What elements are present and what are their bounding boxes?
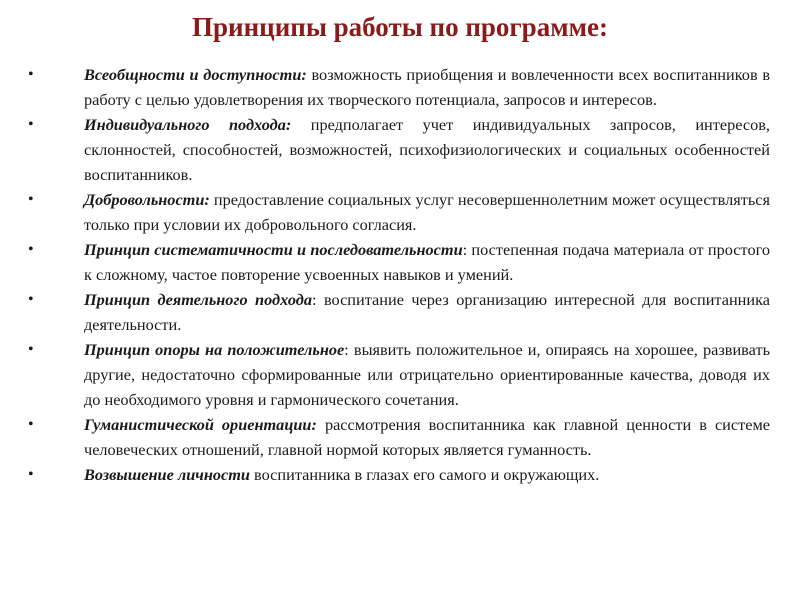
bullet-icon: • — [28, 116, 34, 133]
slide-title: Принципы работы по программе: — [192, 12, 608, 42]
principle-item — [28, 462, 770, 487]
principle-item — [28, 412, 770, 462]
principle-item — [28, 237, 770, 287]
principle-term: Гуманистической ориентации: — [84, 415, 317, 434]
principle-text: воспитанника в глазах его самого и окружающих. — [249, 465, 600, 484]
principle-text: предоставление социальных услуг несовершеннолетним может осуществляться только при условии их добровольного согласия. — [84, 190, 770, 234]
principle-item — [28, 337, 770, 412]
principle-item — [28, 187, 770, 237]
principle-text: рассмотрения воспитанника как главной ценности в системе человеческих отношений, главной нормой которых является гуманность. — [84, 415, 770, 459]
principle-text: : постепенная подача материала от простого к сложному, частое повторение усвоенных навыков и умений. — [84, 240, 770, 284]
bullet-icon: • — [28, 416, 34, 433]
bullet-icon: • — [28, 241, 34, 258]
principle-term: Всеобщности и доступности: — [84, 65, 307, 84]
principle-term: Принцип деятельного подхода — [84, 290, 312, 309]
principle-term: Возвышение личности — [84, 465, 250, 484]
principle-term: Принцип опоры на положительное — [84, 340, 345, 359]
principle-item — [28, 62, 770, 112]
bullet-icon: • — [28, 466, 34, 483]
principle-text: : воспитание через организацию интересной для воспитанника деятельности. — [84, 290, 770, 334]
principle-text: : выявить положительное и, опираясь на хорошее, развивать другие, недостаточно сформированные или отрицательно ориентированные качества, доводя их до необходимого уровня и гармонического сочетания. — [84, 340, 770, 409]
bullet-icon: • — [28, 291, 34, 308]
bullet-icon: • — [28, 341, 34, 358]
principle-term: Добровольности: — [84, 190, 210, 209]
bullet-icon: • — [28, 66, 34, 83]
principle-text: возможность приобщения и вовлеченности всех воспитанников в работу с целью удовлетворения их творческого потенциала, запросов и интересов. — [84, 65, 771, 109]
principle-text: предполагает учет индивидуальных запросов, интересов, склонностей, способностей, возможностей, психофизиологических и социальных особенностей воспитанников. — [84, 115, 770, 184]
principle-term: Принцип систематичности и последовательности — [84, 240, 463, 259]
principle-item — [28, 287, 770, 337]
principles-list — [28, 62, 770, 487]
bullet-icon: • — [28, 191, 34, 208]
principle-term: Индивидуального подхода: — [84, 115, 292, 134]
principle-item — [28, 112, 770, 187]
